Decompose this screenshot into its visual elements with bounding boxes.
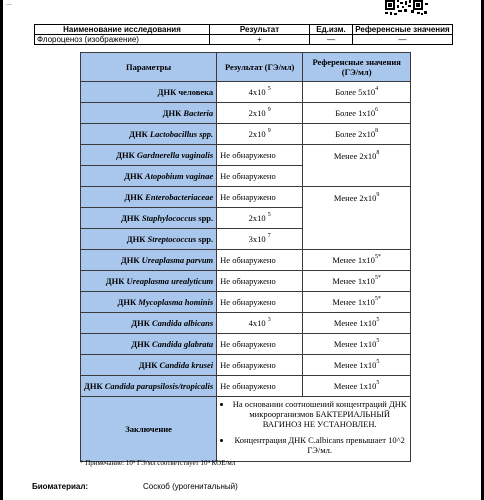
table-head-ref: Референсные значения (ГЭ/мл) [303, 53, 411, 82]
result-cell: Не обнаружено [217, 376, 303, 397]
header-col-ref: Референсные значения [353, 25, 453, 35]
table-head-result: Результат (ГЭ/мл) [217, 53, 303, 82]
reference-cell: Менее $1x10^5$ [303, 334, 411, 355]
result-cell: 4x10 $^5$ [217, 82, 303, 103]
table-row [81, 124, 411, 145]
reference-cell: Менее $1x10^5$ [303, 313, 411, 334]
table-row [81, 103, 411, 124]
param-cell: ДНК человека [81, 82, 217, 103]
param-cell: ДНК Candida glabrata [81, 334, 217, 355]
result-cell: Не обнаружено [217, 145, 303, 166]
param-cell: ДНК Candida krusei [81, 355, 217, 376]
reference-cell: Менее $1x10^5$ [303, 355, 411, 376]
table-row [81, 250, 411, 271]
reference-cell: Менее $1x10^{5*}$ [303, 250, 411, 271]
corner-text: ... [6, 0, 12, 7]
result-cell: 3x10 $^7$ [217, 229, 303, 250]
reference-cell: Более $1x10^6$ [303, 103, 411, 124]
result-cell: Не обнаружено [217, 187, 303, 208]
header-row-name: Флороценоз (изображение) [35, 35, 210, 45]
biomaterial-label: Биоматериал: [32, 482, 89, 491]
conclusion-row [81, 397, 411, 462]
conclusion-text [217, 397, 411, 462]
result-cell: 2x10 $^5$ [217, 208, 303, 229]
table-row [81, 292, 411, 313]
result-cell: Не обнаружено [217, 355, 303, 376]
reference-cell: Менее $2x10^9$ [303, 187, 411, 250]
header-row-result: + [210, 35, 310, 45]
biomaterial-value: Соскоб (урогенитальный) [143, 482, 238, 491]
param-cell: ДНК Lactobacillus spp. [81, 124, 217, 145]
param-cell: ДНК Enterobacteriaceae [81, 187, 217, 208]
param-cell: ДНК Ureaplasma urealyticum [81, 271, 217, 292]
table-row [81, 82, 411, 103]
header-col-name: Наименование исследования [35, 25, 210, 35]
reference-cell: Менее $2x10^8$ [303, 145, 411, 187]
header-row-unit: — [310, 35, 353, 45]
param-cell: ДНК Staphylococcus spp. [81, 208, 217, 229]
reference-cell: Более $2x10^8$ [303, 124, 411, 145]
param-cell: ДНК Candida parapsilosis/tropicalis [81, 376, 217, 397]
reference-cell: Менее $1x10^5$ [303, 376, 411, 397]
table-head-params: Параметры [81, 53, 217, 82]
footnote: * Примечание: 10⁵ ГЭ/мл соответствует 10⁴ КОЕ/мл [80, 459, 236, 467]
table-row [81, 376, 411, 397]
param-cell: ДНК Atopobium vaginae [81, 166, 217, 187]
header-col-result: Результат [210, 25, 310, 35]
reference-cell: Менее $1x10^{5*}$ [303, 292, 411, 313]
result-cell: Не обнаружено [217, 250, 303, 271]
param-cell: ДНК Bacteria [81, 103, 217, 124]
table-row [81, 334, 411, 355]
result-cell: Не обнаружено [217, 166, 303, 187]
param-cell: ДНК Ureaplasma parvum [81, 250, 217, 271]
table-row [81, 313, 411, 334]
table-row [81, 271, 411, 292]
param-cell: ДНК Streptococcus spp. [81, 229, 217, 250]
result-cell: Не обнаружено [217, 271, 303, 292]
header-col-unit: Ед.изм. [310, 25, 353, 35]
conclusion-item-1: • На основании соотношений концентраций ДНК микроорганизмов БАКТЕРИАЛЬНЫЙ ВАГИНОЗ НЕ УСТАНОВЛЕН. [232, 399, 407, 429]
dna-results-table [80, 52, 411, 462]
left-border [0, 0, 3, 500]
study-header-table [34, 24, 453, 45]
result-cell: Не обнаружено [217, 334, 303, 355]
header-row-ref: — [353, 35, 453, 45]
reference-cell: Менее $1x10^{5*}$ [303, 271, 411, 292]
table-row [81, 145, 411, 166]
param-cell: ДНК Mycoplasma hominis [81, 292, 217, 313]
result-cell: 2x10 $^9$ [217, 124, 303, 145]
qr-code-icon [384, 0, 430, 16]
result-cell: 4x10 $^3$ [217, 313, 303, 334]
reference-cell: Более $5x10^4$ [303, 82, 411, 103]
param-cell: ДНК Candida albicans [81, 313, 217, 334]
table-row [81, 187, 411, 208]
conclusion-label: Заключение [81, 397, 217, 462]
result-cell: 2x10 $^9$ [217, 103, 303, 124]
conclusion-item-2: • Концентрация ДНК C.albicans превышает 10^2 ГЭ/мл. [232, 435, 407, 455]
table-row [81, 355, 411, 376]
param-cell: ДНК Gardnerella vaginalis [81, 145, 217, 166]
result-cell: Не обнаружено [217, 292, 303, 313]
